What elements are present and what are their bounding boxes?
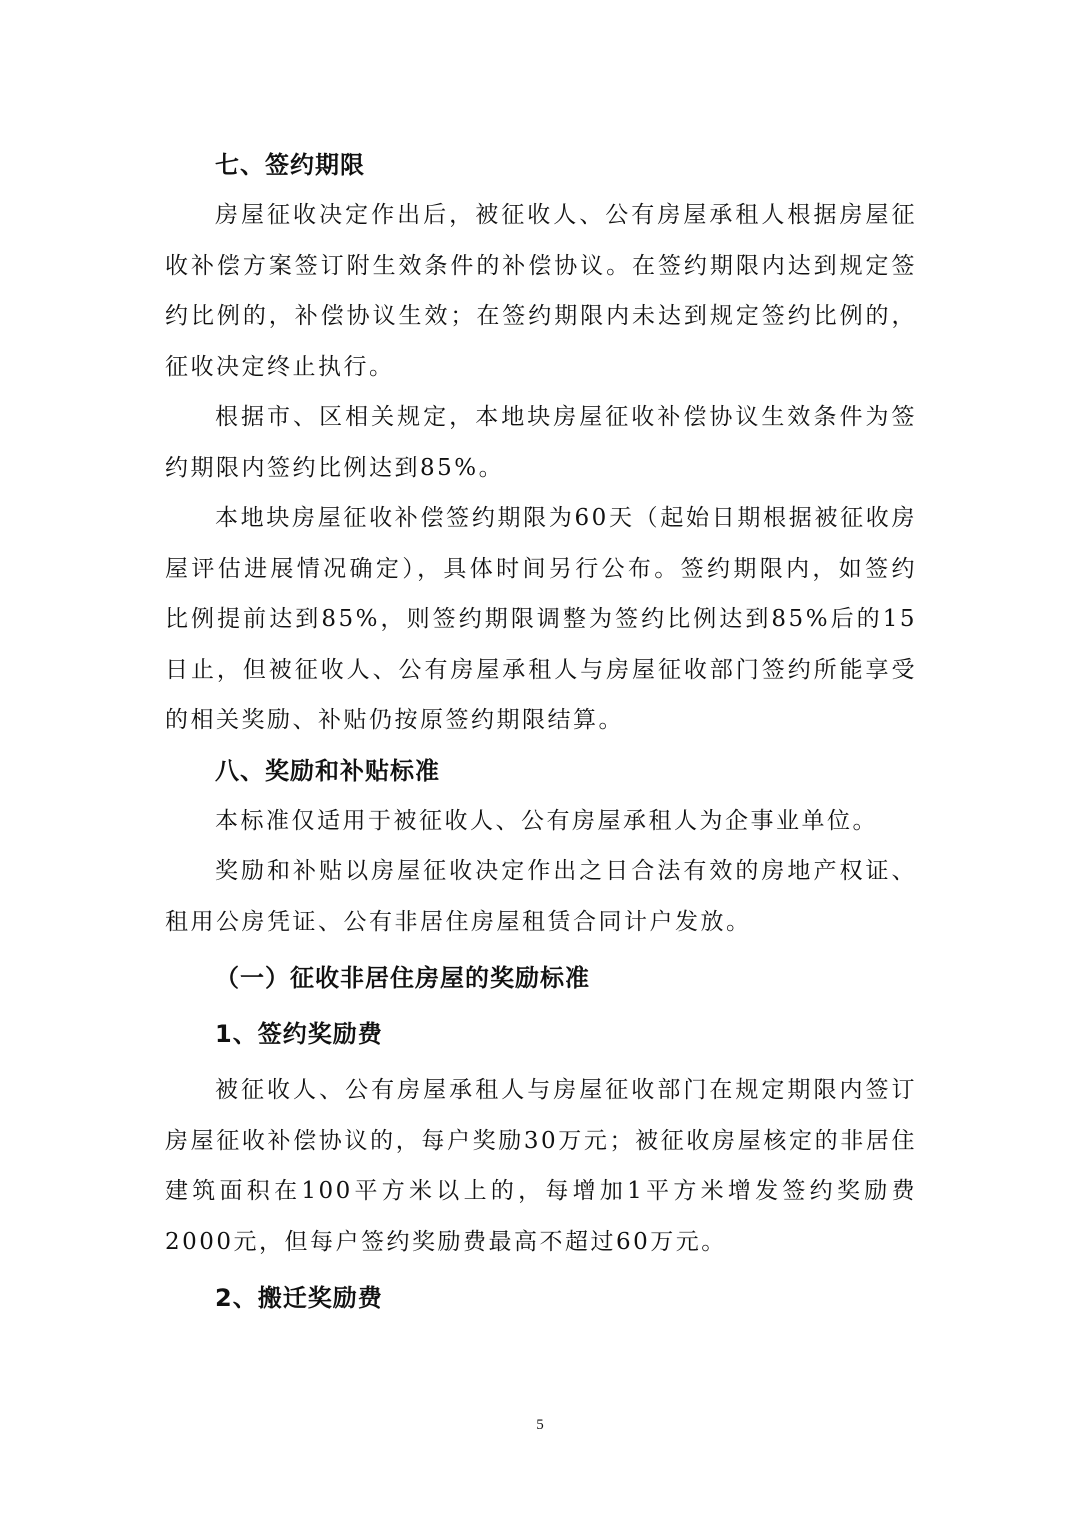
subsection-heading: （一）征收非居住房屋的奖励标准: [215, 964, 590, 992]
paragraph: 根据市、区相关规定，本地块房屋征收补偿协议生效条件为签约期限内签约比例达到85%。: [165, 404, 917, 481]
paragraph: 被征收人、公有房屋承租人与房屋征收部门在规定期限内签订房屋征收补偿协议的，每户奖励30万元；被征收房屋核定的非居住建筑面积在100平方米以上的，每增加1平方米增发签约奖励费2000元，但每户签约奖励费最高不超过60万元。: [165, 1077, 917, 1255]
paragraph: 本标准仅适用于被征收人、公有房屋承租人为企事业单位。: [215, 807, 878, 834]
paragraph: 本地块房屋征收补偿签约期限为60天（起始日期根据被征收房屋评估进展情况确定），具体时间另行公布。签约期限内，如签约比例提前达到85%，则签约期限调整为签约比例达到85%后的15日止，但被征收人、公有房屋承租人与房屋征收部门签约所能享受的相关奖励、补贴仍按原签约期限结算。: [165, 505, 917, 733]
paragraph: 房屋征收决定作出后，被征收人、公有房屋承租人根据房屋征收补偿方案签订附生效条件的补偿协议。在签约期限内达到规定签约比例的，补偿协议生效；在签约期限内未达到规定签约比例的，征收决定终止执行。: [165, 202, 917, 380]
paragraph: 奖励和补贴以房屋征收决定作出之日合法有效的房地产权证、租用公房凭证、公有非居住房屋租赁合同计户发放。: [165, 858, 917, 935]
item-heading-signing-reward: 1、签约奖励费: [215, 1020, 383, 1048]
section-heading-rewards: 八、奖励和补贴标准: [215, 756, 440, 785]
document-page: [165, 140, 917, 1323]
section-heading-signing-period: 七、签约期限: [215, 151, 365, 179]
item-heading-relocation-reward: 2、搬迁奖励费: [215, 1284, 383, 1312]
page-number: 5: [536, 1417, 544, 1433]
